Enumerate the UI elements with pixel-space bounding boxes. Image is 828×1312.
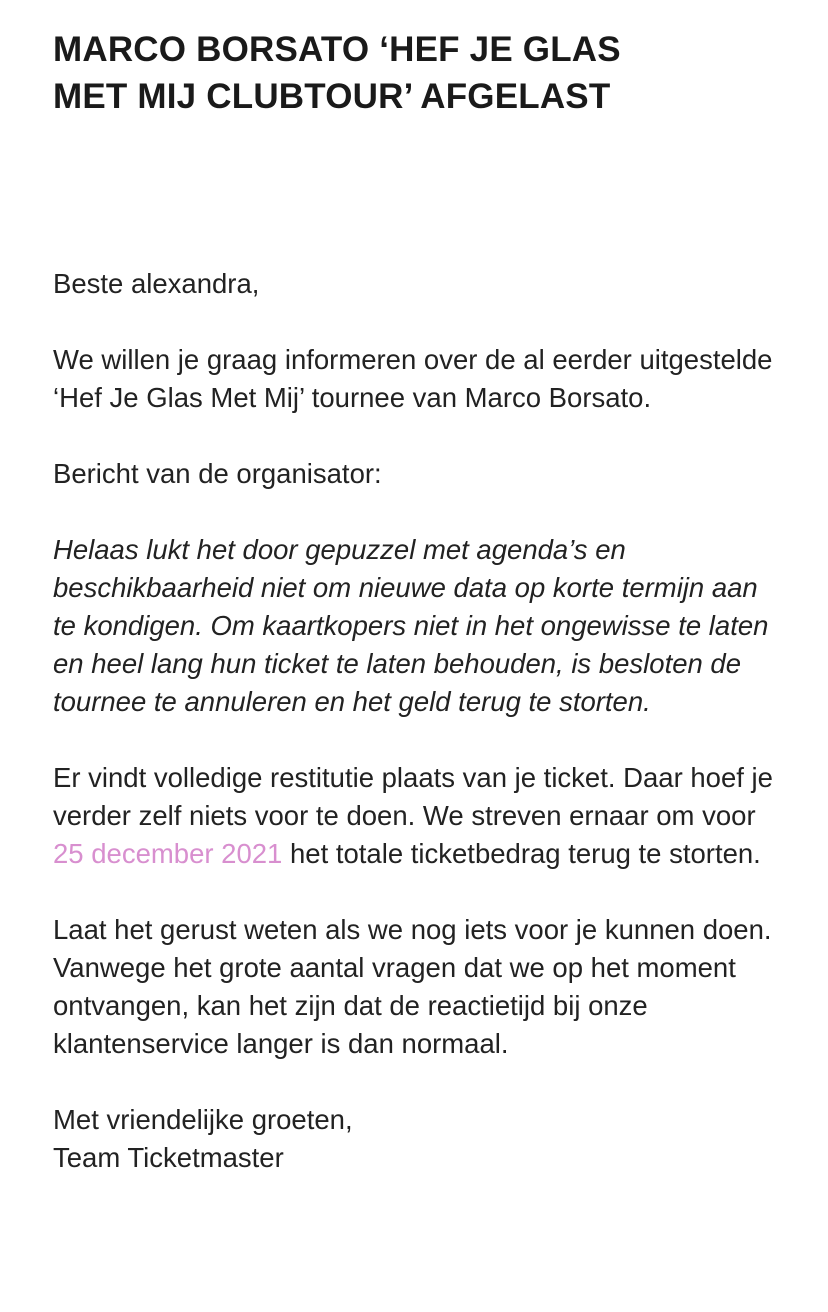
- organizer-message-label: Bericht van de organisator:: [53, 458, 382, 489]
- email-title: [53, 26, 788, 120]
- email-title-line-2: MET MIJ CLUBTOUR’ AFGELAST: [53, 77, 611, 116]
- email-content: [53, 265, 788, 1177]
- contact-paragraph: Laat het gerust weten als we nog iets voor je kunnen doen. Vanwege het grote aantal vragen dat we op het moment ontvangen, kan het zijn dat de reactietijd bij onze klantenservice langer is dan normaal.: [53, 914, 772, 1059]
- refund-text-before: Er vindt volledige restitutie plaats van je ticket. Daar hoef je verder zelf niets voor te doen. We streven ernaar om voor: [53, 762, 773, 831]
- sign-off: [53, 1101, 788, 1177]
- organizer-quote: Helaas lukt het door gepuzzel met agenda’s en beschikbaarheid niet om nieuwe data op korte termijn aan te kondigen. Om kaartkopers niet in het ongewisse te laten en heel lang hun ticket te laten behouden, is besloten de tournee te annuleren en het geld terug te storten.: [53, 534, 769, 717]
- refund-text-after: het totale ticketbedrag terug te storten.: [282, 838, 761, 869]
- email-title-line-1: MARCO BORSATO ‘HEF JE GLAS: [53, 30, 621, 69]
- greeting: Beste alexandra,: [53, 268, 260, 299]
- closing-line: Met vriendelijke groeten,: [53, 1104, 353, 1135]
- intro-paragraph: We willen je graag informeren over de al eerder uitgestelde ‘Hef Je Glas Met Mij’ tournee van Marco Borsato.: [53, 344, 773, 413]
- refund-paragraph: [53, 759, 788, 873]
- signature: Team Ticketmaster: [53, 1142, 284, 1173]
- refund-date-link[interactable]: 25 december 2021: [53, 838, 283, 869]
